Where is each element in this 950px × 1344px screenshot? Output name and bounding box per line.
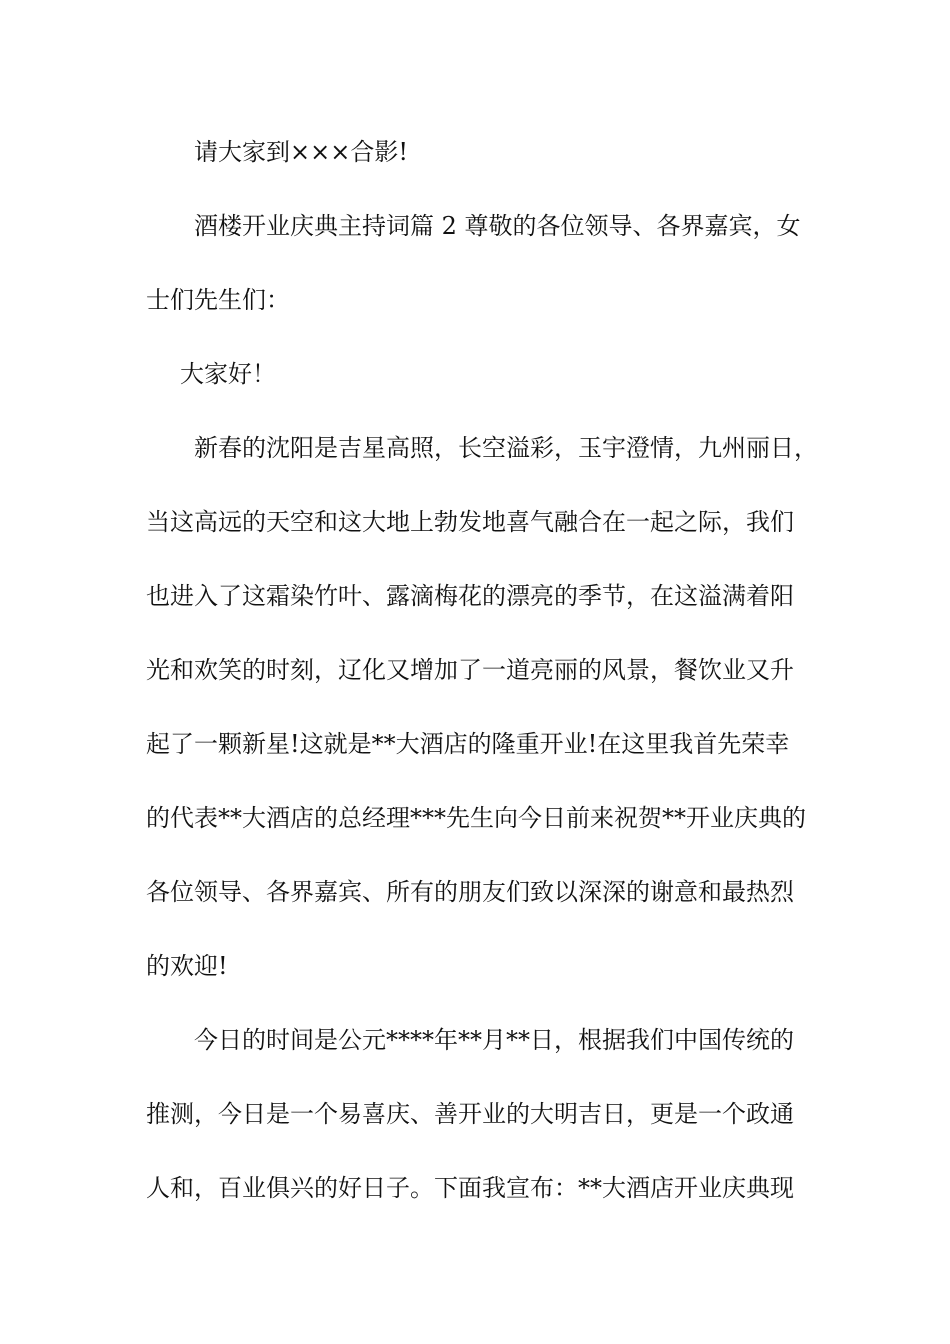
text-line: 光和欢笑的时刻，辽化又增加了一道亮丽的风景，餐饮业又升	[146, 656, 794, 684]
document-body	[146, 132, 816, 1242]
text-line: 今日的时间是公元****年**月**日，根据我们中国传统的	[194, 1026, 794, 1054]
text-line: 请大家到×××合影!	[194, 138, 408, 166]
text-line: 也进入了这霜染竹叶、露滴梅花的漂亮的季节，在这溢满着阳	[146, 582, 794, 610]
text-line: 各位领导、各界嘉宾、所有的朋友们致以深深的谢意和最热烈	[146, 878, 794, 906]
text-line: 新春的沈阳是吉星高照，长空溢彩，玉宇澄情，九州丽日，	[194, 434, 818, 462]
text-line: 人和，百业俱兴的好日子。下面我宣布：**大酒店开业庆典现	[146, 1174, 794, 1202]
text-line: 起了一颗新星!这就是**大酒店的隆重开业!在这里我首先荣幸	[146, 730, 790, 758]
text-line: 士们先生们：	[146, 286, 290, 314]
text-line: 的欢迎!	[146, 952, 228, 980]
text-line: 推测，今日是一个易喜庆、善开业的大明吉日，更是一个政通	[146, 1100, 794, 1128]
text-line: 大家好！	[180, 360, 276, 388]
text-line: 当这高远的天空和这大地上勃发地喜气融合在一起之际，我们	[146, 508, 794, 536]
text-line: 酒楼开业庆典主持词篇 2 尊敬的各位领导、各界嘉宾，女	[194, 212, 801, 240]
text-line: 的代表**大酒店的总经理***先生向今日前来祝贺**开业庆典的	[146, 804, 806, 832]
